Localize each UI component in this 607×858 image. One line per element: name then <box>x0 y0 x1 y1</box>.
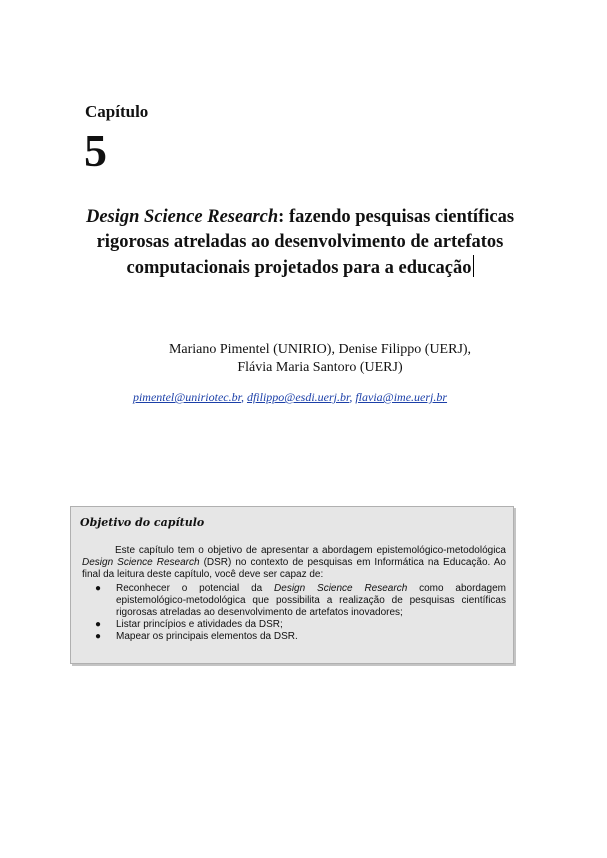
text-cursor <box>473 255 474 277</box>
list-item-text: Reconhecer o potencial da <box>116 583 275 594</box>
email-link-flavia[interactable]: flavia@ime.uerj.br <box>355 390 448 404</box>
chapter-label: Capítulo <box>85 102 149 121</box>
objective-body <box>82 545 506 643</box>
objective-intro-italic: Design Science Research <box>82 557 200 568</box>
list-item-text: Mapear os principais elementos da DSR. <box>116 631 298 642</box>
list-item <box>82 619 506 631</box>
email-separator: , <box>349 390 356 404</box>
bullet-icon: ● <box>95 619 102 630</box>
list-item <box>82 631 506 643</box>
authors-line-1: Mariano Pimentel (UNIRIO), Denise Filippo (UERJ), <box>168 342 472 357</box>
email-link-pimentel[interactable]: pimentel@uniriotec.br <box>132 390 241 404</box>
objective-intro-text: Este capítulo tem o objetivo de apresentar a abordagem epistemológico-metodológica <box>115 545 506 556</box>
list-item-italic: Design Science Research <box>274 583 408 594</box>
chapter-number: 5 <box>84 125 107 176</box>
bullet-icon: ● <box>95 583 102 594</box>
objective-list <box>82 583 506 643</box>
objective-intro-text-end: (DSR) no contexto de pesquisas em Informática na Educação. Ao final da leitura deste capítulo, você deve ser capaz de: <box>82 557 506 580</box>
email-separator: , <box>240 390 247 404</box>
list-item-text-end: como abordagem epistemológico-metodológica que possibilita a realização de pesquisas científicas rigorosas atreladas ao desenvolvimento de artefatos inovadores; <box>116 583 506 618</box>
title-rest: : fazendo pesquisas científicas rigorosas atreladas ao desenvolvimento de artefatos computacionais projetados para a educação <box>96 207 515 278</box>
author-emails <box>70 390 510 405</box>
bullet-icon: ● <box>95 631 102 642</box>
objective-intro <box>82 545 506 581</box>
authors-line-2: Flávia Maria Santoro (UERJ) <box>237 360 403 375</box>
title-italic-part: Design Science Research <box>85 207 279 227</box>
email-link-filippo[interactable]: dfilippo@esdi.uerj.br <box>246 390 350 404</box>
objective-heading: Objetivo do capítulo <box>80 516 205 529</box>
authors-block <box>120 341 520 377</box>
chapter-title <box>80 205 520 281</box>
list-item <box>82 583 506 619</box>
list-item-text: Listar princípios e atividades da DSR; <box>116 619 283 630</box>
objective-box <box>70 506 514 664</box>
